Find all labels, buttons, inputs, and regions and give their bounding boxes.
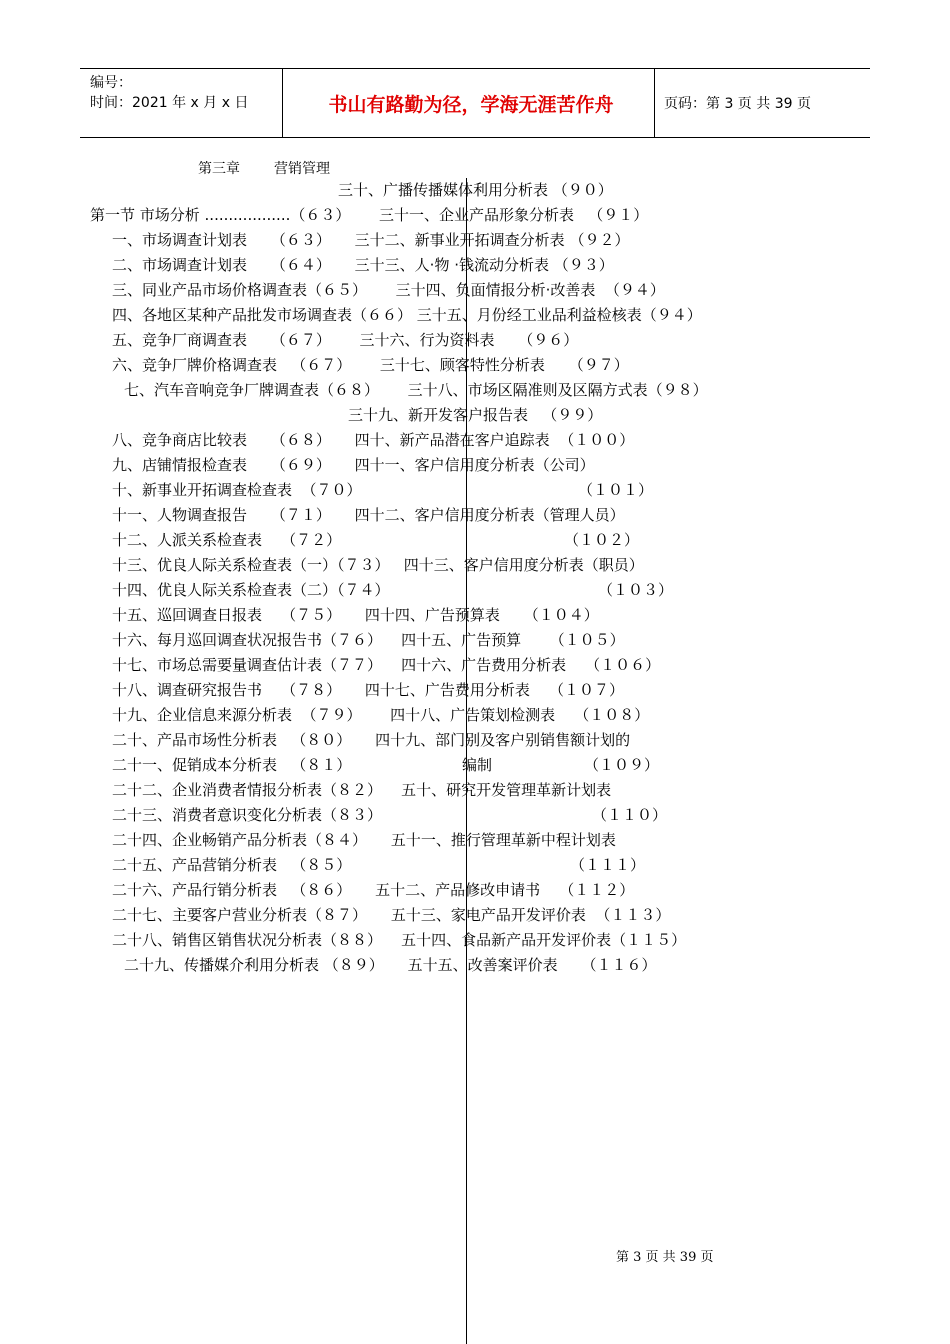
chapter-name: 营销管理 (274, 161, 330, 177)
toc-line: 十三、优良人际关系检查表（一）（７３） 四十三、客户信用度分析表（职员） (112, 556, 644, 574)
toc-line: 九、店铺情报检查表 （６９） 四十一、客户信用度分析表（公司） (112, 456, 595, 474)
toc-line: （１０１） (578, 481, 654, 499)
toc-line: 三十九、新开发客户报告表 （９９） (348, 406, 603, 424)
toc-line: 二十三、消费者意识变化分析表（８３） (112, 806, 383, 824)
toc-line: 六、竞争厂牌价格调查表 （６７） 三十七、顾客特性分析表 （９７） (112, 356, 629, 374)
toc-line: 十七、市场总需要量调查估计表（７７） 四十六、广告费用分析表 （１０６） (112, 656, 661, 674)
toc-line: 二、市场调查计划表 （６４） 三十三、人·物 ·钱流动分析表 （９３） (112, 256, 614, 274)
toc-line: （１０９） (584, 756, 660, 774)
toc-line: 十二、人派关系检查表 （７２） (112, 531, 342, 549)
toc-line: 二十二、企业消费者情报分析表（８２） 五十、研究开发管理革新计划表 (112, 781, 612, 799)
toc-line: （１０２） (564, 531, 640, 549)
toc-line: 四、各地区某种产品批发市场调查表（６６） 三十五、月份经工业品利益检核表（９４） (112, 306, 702, 324)
number-label: 编号： (90, 75, 132, 91)
toc-line: 二十四、企业畅销产品分析表（８４） 五十一、推行管理革新中程计划表 (112, 831, 616, 849)
chapter-title: 第三章 (198, 161, 240, 177)
toc-line: 二十八、销售区销售状况分析表（８８） 五十四、食品新产品开发评价表（１１５） (112, 931, 687, 949)
toc-line: （１０３） (598, 581, 674, 599)
toc-line: 二十一、促销成本分析表 （８１） (112, 756, 352, 774)
toc-line: （１１１） (570, 856, 646, 874)
date-label: 时间：2021 年 x 月 x 日 (90, 95, 249, 111)
toc-line: 八、竞争商店比较表 （６８） 四十、新产品潜在客户追踪表 （１００） (112, 431, 635, 449)
page-footer: 第 3 页 共 39 页 (616, 1250, 714, 1265)
toc-line: 十、新事业开拓调查检查表 （７０） (112, 481, 362, 499)
toc-line: 二十六、产品行销分析表 （８６） 五十二、产品修改申请书 （１１２） (112, 881, 635, 899)
header-motto: 书山有路勤为径，学海无涯苦作舟 (328, 93, 614, 116)
page-info: 页码：第 3 页 共 39 页 (664, 96, 811, 112)
header-meta (90, 73, 248, 113)
toc-line: 七、汽车音响竞争厂牌调查表（６８） 三十八、市场区隔准则及区隔方式表（９８） (124, 381, 708, 399)
toc-line: 一、市场调查计划表 （６３） 三十二、新事业开拓调查分析表 （９２） (112, 231, 630, 249)
header-divider (654, 69, 655, 137)
toc-line: 第一节 市场分析 ..................（６３） 三十一、企业产品形象分析表 （９１） (90, 206, 649, 224)
toc-line: 二十五、产品营销分析表 （８５） (112, 856, 352, 874)
toc-line: 二十九、传播媒介利用分析表 （８９） 五十五、改善案评价表 （１１６） (124, 956, 657, 974)
toc-line: 三十、广播传播媒体利用分析表 （９０） (338, 181, 613, 199)
toc-line: 十九、企业信息来源分析表 （７９） 四十八、广告策划检测表 （１０８） (112, 706, 650, 724)
toc-line: 二十、产品市场性分析表 （８０） 四十九、部门别及客户别销售额计划的 (112, 731, 631, 749)
toc-line: 三、同业产品市场价格调查表（６５） 三十四、负面情报分析·改善表 （９４） (112, 281, 665, 299)
header-divider (282, 69, 283, 137)
toc-line: 编制 (462, 756, 493, 774)
toc-line: 十六、每月巡回调查状况报告书（７６） 四十五、广告预算 （１０５） (112, 631, 625, 649)
toc-line: （１１０） (592, 806, 668, 824)
toc-line: 十一、人物调查报告 （７１） 四十二、客户信用度分析表（管理人员） (112, 506, 625, 524)
toc-line: 十八、调查研究报告书 （７８） 四十七、广告费用分析表 （１０７） (112, 681, 624, 699)
toc-line: 十四、优良人际关系检查表（二）（７４） (112, 581, 390, 599)
toc-line: 五、竞争厂商调查表 （６７） 三十六、行为资料表 （９６） (112, 331, 579, 349)
toc-line: 二十七、主要客户营业分析表（８７） 五十三、家电产品开发评价表 （１１３） (112, 906, 671, 924)
chapter-heading (198, 158, 364, 178)
toc-line: 十五、巡回调查日报表 （７５） 四十四、广告预算表 （１０４） (112, 606, 599, 624)
page-header (80, 68, 870, 138)
